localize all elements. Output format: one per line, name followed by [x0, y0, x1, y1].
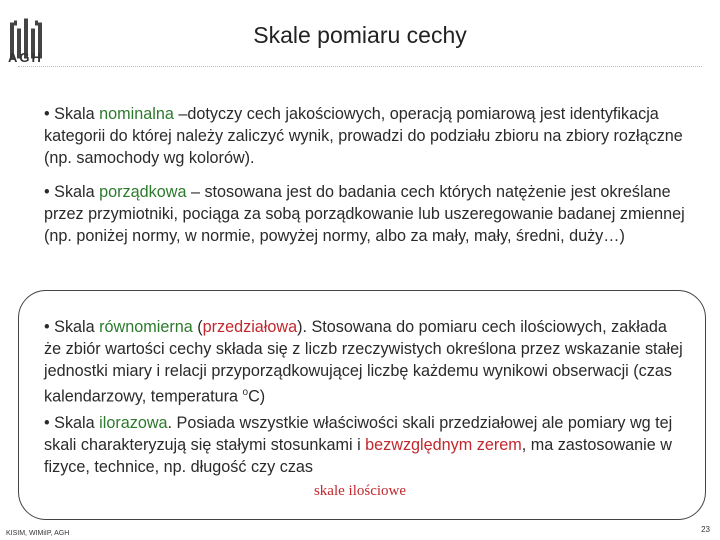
page-number: 23	[701, 525, 710, 534]
bullet-prefix: • Skala	[44, 183, 100, 201]
bullet-nominal	[44, 103, 694, 169]
keyword-rownomierna: równomierna	[99, 318, 193, 336]
keyword-przedzialowa: przedziałowa	[202, 318, 298, 336]
footer-text: KISIM, WIMiIP, AGH	[6, 530, 70, 537]
keyword-bezwzgledne-zero: bezwzględnym zerem	[365, 436, 522, 454]
slide-title: Skale pomiaru cechy	[253, 22, 467, 48]
group-label: skale ilościowe	[313, 483, 407, 499]
bullet-text: – stosowana jest do badania cech których natężenie jest określane przez przymiotniki, pociąga za sobą porządkowanie lub uszeregowanie badanej zmiennej (np. poniżej normy, w normie, powyżej normy, albo za mały, mały, średni, duży…)	[44, 183, 685, 245]
bullet-text: ). Stosowana do pomiaru cech ilościowych, zakłada że zbiór wartości cechy składa się z liczb rzeczywistych określona przez wskazanie stałej jednostki miary i relacji przyporządkowującej liczbę każdemu wynikowi obserwacji (czas kalendarzowy, temperatura	[44, 318, 683, 406]
bullet-prefix: • Skala	[44, 414, 100, 432]
bullet-text-end: C)	[248, 387, 266, 406]
bullet-prefix: • Skala	[44, 105, 100, 123]
degree-superscript: o	[242, 387, 249, 398]
keyword-ilorazowa: ilorazowa	[99, 414, 168, 432]
bullet-ordinal	[44, 181, 694, 247]
bullet-interval	[44, 316, 684, 407]
open-paren: (	[192, 318, 203, 336]
bullet-text-end: , ma zastosowanie w fizyce, technice, np. długość czy czas	[44, 436, 672, 476]
bullet-ratio	[44, 412, 684, 478]
bullet-text: –dotyczy cech jakościowych, operacją pomiarową jest identyfikacja kategorii do której należy zaliczyć wynik, prowadzi do podziału zbioru na zbiory rozłączne (np. samochody wg kolorów).	[44, 105, 683, 167]
keyword-porzadkowa: porządkowa	[99, 183, 187, 201]
logo-text: AGH	[8, 50, 43, 65]
keyword-nominalna: nominalna	[99, 105, 174, 123]
title-divider	[18, 66, 702, 67]
bullet-prefix: • Skala	[44, 318, 100, 336]
bullet-text: . Posiada wszystkie właściwości skali przedziałowej ale pomiary wg tej skali charakteryzują się stałymi stosunkami i	[44, 414, 673, 454]
